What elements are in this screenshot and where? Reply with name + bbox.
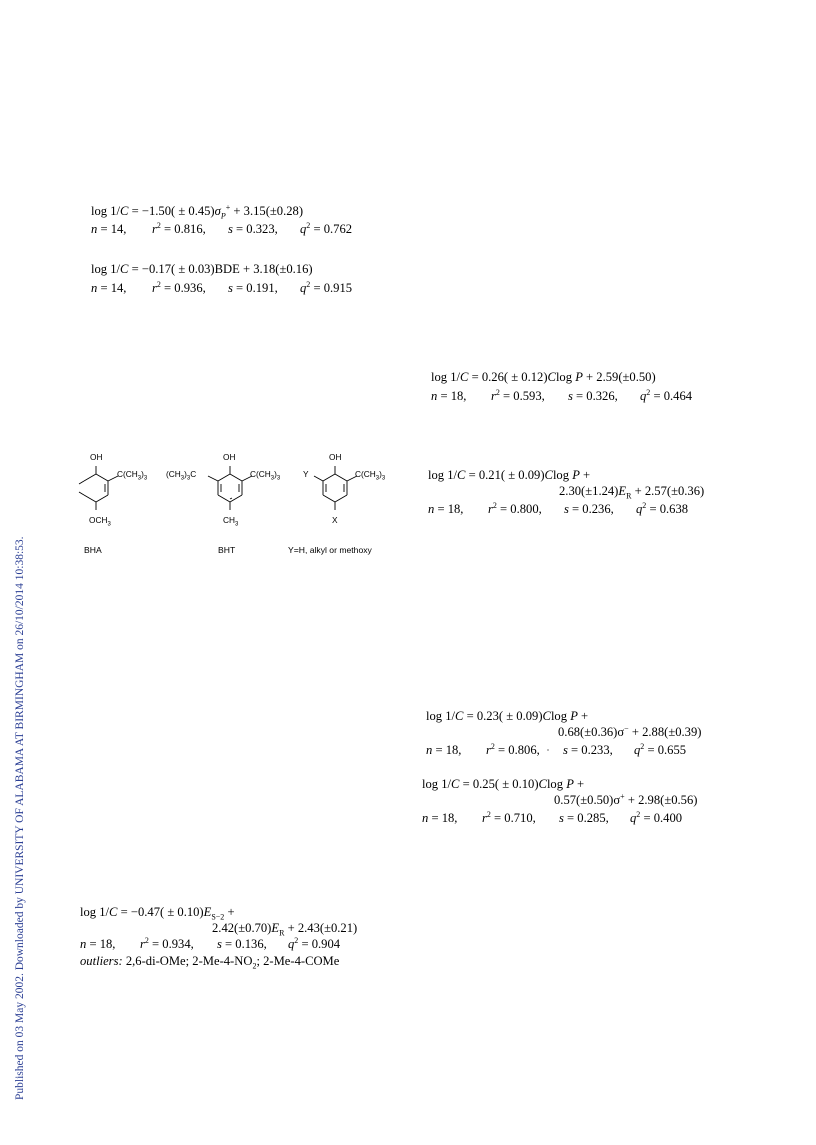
equation-6-line-2: 0.57(±0.50)σ+ + 2.98(±0.56) [554, 791, 698, 807]
equation-1-line-1: $\log 1/C = -1.50( \pm 0.45)\sigma_P^+ + 3.15(\pm 0.28)$ [91, 202, 304, 221]
equation-2-line-1: log 1/C = −0.17( ± 0.03)BDE + 3.18(±0.16) [91, 262, 313, 276]
bha-ring [79, 466, 118, 510]
equation-7-outliers: outliers: 2,6-di-OMe; $2-Me-4-NO_2$; 2-Me-4-COMe [80, 954, 340, 971]
generic-y-label: Y [303, 469, 309, 479]
equation-4-line-1: log 1/C = 0.21( ± 0.09)Clog P + [428, 468, 591, 482]
generic-oh-label: OH [329, 452, 342, 462]
bha-oh-label: OH [90, 452, 103, 462]
bha-methoxy-label: $OCH_3$ [89, 515, 111, 528]
structure-drawing [76, 448, 406, 558]
bht-methyl-label: $CH_3$ [223, 515, 239, 528]
bha-tbutyl-label: $C(CH_3)_3$ [117, 469, 148, 482]
bha-caption: BHA [84, 545, 102, 555]
bht-left-tbutyl-label: $(CH_3)_3C$ [166, 469, 197, 482]
equation-4-line-2: $2.30(\pm 1.24)E_R + 2.57(\pm 0.36)$ [559, 484, 705, 501]
equation-5-line-1: log 1/C = 0.23( ± 0.09)Clog P + [426, 709, 589, 723]
bht-caption: BHT [218, 545, 236, 555]
generic-caption: Y=H, alkyl or methoxy [288, 545, 372, 555]
generic-tbutyl-label: $C(CH_3)_3$ [355, 469, 386, 482]
equation-7-line-1: $\log 1/C = -0.47( \pm 0.10)E_{S-2}$ + [80, 905, 235, 922]
bht-oh-label: OH [223, 452, 236, 462]
generic-phenol-ring [314, 466, 357, 510]
download-watermark: Published on 03 May 2002. Downloaded by UNIVERSITY OF ALABAMA AT BIRMINGHAM on 26/10/2014 10:38:53. [14, 536, 26, 1100]
equation-7-line-2: $2.42(\pm 0.70)E_R + 2.43(\pm 0.21)$ [212, 921, 358, 938]
antioxidant-structures-figure [76, 448, 406, 558]
equation-3-line-1: log 1/C = 0.26( ± 0.12)Clog P + 2.59(±0.50) [431, 370, 656, 384]
generic-x-label: X [332, 515, 338, 525]
equation-5-line-2: 0.68(±0.36)σ− + 2.88(±0.39) [558, 723, 702, 739]
scan-speck [547, 749, 549, 751]
bht-ring [208, 466, 252, 510]
equation-6-line-1: log 1/C = 0.25( ± 0.10)Clog P + [422, 777, 585, 791]
bht-right-tbutyl-label: $C(CH_3)_3$ [250, 469, 281, 482]
